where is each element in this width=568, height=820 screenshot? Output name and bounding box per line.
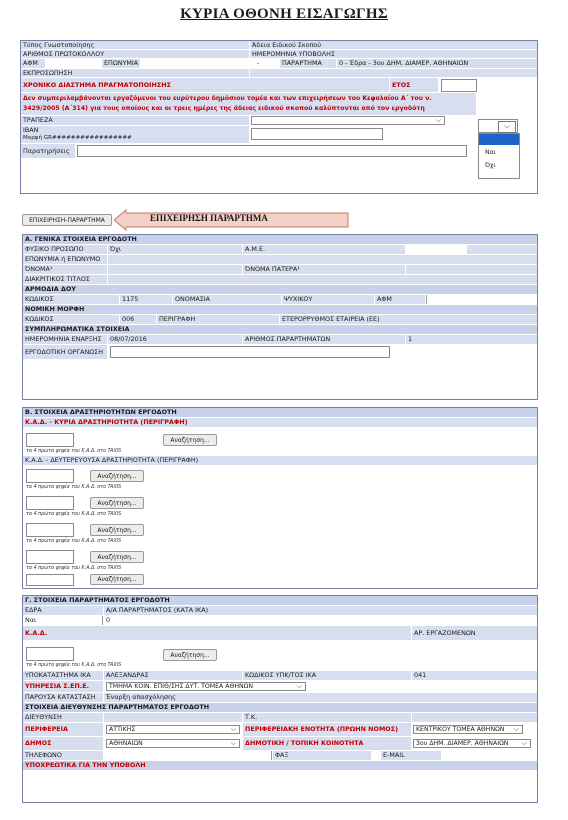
secondary-kad-input-5[interactable] [26, 574, 74, 586]
trade-name-label: ΔΙΑΚΡΙΤΙΚΟΣ ΤΙΤΛΟΣ [23, 275, 107, 284]
bank-select[interactable] [251, 116, 445, 125]
region-select-value: ΑΤΤΙΚΗΣ [109, 726, 136, 733]
year-input[interactable] [441, 79, 477, 92]
year-label: ΕΤΟΣ [390, 78, 438, 92]
eponymo-label: ΕΠΩΝΥΜΙΑ ή ΕΠΩΝΥΜΟ [23, 255, 107, 264]
regional-unit-select[interactable] [413, 725, 523, 734]
afm-value [46, 59, 101, 68]
iban-label: IBAN [23, 126, 39, 134]
secondary-kad-search-5[interactable]: Αναζήτηση... [90, 574, 144, 585]
branch-kad-search-button[interactable]: Αναζήτηση... [163, 649, 217, 661]
father-name-value [406, 265, 537, 274]
seat-label: ΕΔΡΑ [23, 606, 103, 615]
legal-form-code-value: 006 [120, 315, 156, 324]
secondary-kad-input-2[interactable] [26, 496, 74, 510]
fax-value [372, 751, 380, 760]
secondary-activity-label: Κ.Α.Δ. - ΔΕΥΤΕΡΕΥΟΥΣΑ ΔΡΑΣΤΗΡΙΟΤΗΤΑ (ΠΕΡΙΓΡΑΦΗ) [23, 456, 537, 465]
employees-count-label: ΑΡ. ΕΡΓΑΖΟΜΕΝΩΝ [412, 626, 537, 640]
region-select[interactable] [106, 725, 240, 734]
exclusion-dropdown-list [478, 133, 520, 179]
sepe-select-value: ΤΜΗΜΑ ΚΟΙΝ. ΕΠΙΘ/ΣΗΣ ΔΥΤ. ΤΟΜΕΑ ΑΘΗΝΩΝ [109, 683, 253, 690]
ame-spacer [467, 245, 537, 254]
branch-kad-label: Κ.Α.Δ. [23, 626, 411, 640]
page-title: ΚΥΡΙΑ ΟΘΟΝΗ ΕΙΣΑΓΩΓΗΣ [180, 6, 388, 22]
secondary-kad-search-4[interactable]: Αναζήτηση... [90, 551, 144, 563]
father-name-label: ΌΝΟΜΑ ΠΑΤΕΡΑ¹ [243, 265, 405, 274]
community-select-value: 3ου ΔΗΜ. ΔΙΑΜΕΡ. ΑΘΗΝΑΙΩΝ [416, 740, 509, 747]
chevron-down-icon: ⌵ [296, 682, 302, 690]
secondary-kad-hint-2: τα 4 πρώτα ψηφία του Κ.Α.Δ. στο TAXIS [26, 512, 122, 517]
chevron-down-icon: ⌵ [230, 725, 236, 733]
chevron-down-icon: ⌵ [435, 116, 441, 124]
dropdown-option-yes[interactable]: Ναι [485, 149, 496, 156]
secondary-kad-search-1[interactable]: Αναζήτηση... [90, 470, 144, 482]
chevron-down-icon: ⌵ [230, 739, 236, 747]
address-value [104, 713, 242, 722]
exclusion-select[interactable] [478, 119, 518, 133]
exclusion-question [21, 93, 476, 115]
seat-value: Ναι [23, 616, 103, 625]
mandatory-note: ΥΠΟΧΡΕΩΤΙΚΑ ΓΙΑ ΤΗΝ ΥΠΟΒΟΛΗ [23, 761, 537, 770]
submission-date-label: ΗΜΕΡΟΜΗΝΙΑ ΥΠΟΒΟΛΗΣ [250, 50, 537, 58]
natural-person-label: ΦΥΣΙΚΟ ΠΡΟΣΩΠΟ [23, 245, 107, 254]
phone-label: ΤΗΛΕΦΩΝΟ [23, 751, 103, 760]
chevron-down-icon: ⌵ [498, 121, 516, 133]
chevron-down-icon: ⌵ [513, 725, 519, 733]
section-b [22, 407, 538, 589]
tax-office-title: ΑΡΜΟΔΙΑ ΔΟΥ [23, 285, 537, 294]
tax-office-code-value: 1175 [120, 295, 172, 304]
community-label: ΔΗΜΟΤΙΚΗ / ΤΟΠΙΚΗ ΚΟΙΝΟΤΗΤΑ [243, 737, 411, 750]
section-a-title: Α. ΓΕΝΙΚΑ ΣΤΟΙΧΕΙΑ ΕΡΓΟΔΟΤΗ [23, 235, 537, 244]
chevron-down-icon: ⌵ [521, 739, 527, 747]
afm-label: ΑΦΜ [21, 59, 45, 68]
section-c [22, 595, 538, 803]
eponymia-value: - [141, 59, 279, 68]
protocol-number-label: ΑΡΙΘΜΟΣ ΠΡΩΤΟΚΟΛΛΟΥ [21, 50, 249, 58]
main-kad-search-button[interactable]: Αναζήτηση... [163, 434, 217, 446]
fax-label: ΦΑΞ [273, 751, 371, 760]
branch-aa-value: 0 [104, 616, 537, 625]
first-name-label: ΌΝΟΜΑ¹ [23, 265, 107, 274]
bank-label: ΤΡΑΠΕΖΑ [21, 116, 249, 125]
ika-branch-label: ΥΠΟΚΑΤΑΣΤΗΜΑ ΙΚΑ [23, 671, 103, 680]
section-a [22, 234, 538, 400]
section-b-title: Β. ΣΤΟΙΧΕΙΑ ΔΡΑΣΤΗΡΙΟΤΗΤΩΝ ΕΡΓΟΔΟΤΗ [23, 408, 537, 417]
dropdown-option-no[interactable]: Όχι [485, 162, 496, 169]
tax-office-afm-value [426, 295, 496, 304]
section-c-title: Γ. ΣΤΟΙΧΕΙΑ ΠΑΡΑΡΤΗΜΑΤΟΣ ΕΡΓΟΔΟΤΗ [23, 596, 537, 605]
municipality-select[interactable] [106, 739, 240, 748]
parartima-value: 0 - Έδρα - 3ου ΔΗΜ. ΔΙΑΜΕΡ. ΑΘΗΝΑΙΩΝ [337, 59, 537, 68]
branch-aa-label: Α/Α ΠΑΡΑΡΤΗΜΑΤΟΣ (ΚΑΤΑ ΙΚΑ) [104, 606, 537, 615]
ika-code-label: ΚΩΔΙΚΟΣ ΥΠΚ/ΤΟΣ ΙΚΑ [243, 671, 411, 680]
employer-org-label: ΕΡΓΟΔΟΤΙΚΗ ΟΡΓΑΝΩΣΗ [23, 345, 107, 359]
supplementary-title: ΣΥΜΠΛΗΡΩΜΑΤΙΚΑ ΣΤΟΙΧΕΙΑ [23, 325, 537, 334]
address-label: ΔΙΕΥΘΥΝΣΗ [23, 713, 103, 722]
remarks-label: Παρατηρήσεις [21, 144, 75, 158]
secondary-kad-input-4[interactable] [26, 550, 74, 564]
notification-type-label: Τύπος Γνωστοποίησης [21, 41, 249, 49]
secondary-kad-search-3[interactable]: Αναζήτηση... [90, 524, 144, 536]
exclusion-question-line2: 3429/2005 (Α΄314) για τους οποίους και οι τρεις ημέρες της άδειας ειδικού σκοπού καλύπτονται από τον εργοδότη [23, 105, 425, 112]
secondary-kad-search-2[interactable]: Αναζήτηση... [90, 497, 144, 509]
legal-form-code-label: ΚΩΔΙΚΟΣ [23, 315, 119, 324]
address-title: ΣΤΟΙΧΕΙΑ ΔΙΕΥΘΥΝΣΗΣ ΠΑΡΑΡΤΗΜΑΤΟΣ ΕΡΓΟΔΟΤΗ [23, 703, 537, 712]
sepe-select[interactable] [106, 682, 306, 691]
main-kad-hint: τα 4 πρώτα ψηφία του Κ.Α.Δ. στο TAXIS [26, 449, 122, 454]
dropdown-option-empty[interactable] [479, 134, 519, 145]
ika-branch-value: ΑΛΕΞΑΝΔΡΑΣ [104, 671, 242, 680]
iban-input[interactable] [251, 128, 383, 140]
branch-kad-hint: τα 4 πρώτα ψηφία του Κ.Α.Δ. στο TAXIS [26, 663, 122, 668]
parartima-label: ΠΑΡΑΡΤΗΜΑ [280, 59, 336, 68]
time-period-label: ΧΡΟΝΙΚΟ ΔΙΑΣΤΗΜΑ ΠΡΑΓΜΑΤΟΠΟΙΗΣΗΣ [21, 78, 389, 92]
representation-label: ΕΚΠΡΟΣΩΠΗΣΗ [21, 69, 249, 77]
branch-kad-input[interactable] [26, 647, 74, 661]
current-status-label: ΠΑΡΟΥΣΑ ΚΑΤΑΣΤΑΣΗ [23, 693, 103, 702]
main-kad-input[interactable] [26, 433, 74, 447]
current-status-value: Έναρξη απασχόλησης [104, 693, 537, 702]
main-activity-label: Κ.Α.Δ. - ΚΥΡΙΑ ΔΡΑΣΤΗΡΙΟΤΗΤΑ (ΠΕΡΙΓΡΑΦΗ) [23, 418, 537, 427]
iban-cell [21, 126, 249, 143]
trade-name-value [108, 275, 537, 284]
notification-header-block [20, 40, 538, 194]
ika-code-value: 041 [412, 671, 537, 680]
iban-format-hint: Μορφή GR################# [23, 135, 132, 141]
secondary-kad-hint-1: τα 4 πρώτα ψηφία του Κ.Α.Δ. στο TAXIS [26, 485, 122, 490]
secondary-kad-hint-3: τα 4 πρώτα ψηφία του Κ.Α.Δ. στο TAXIS [26, 539, 122, 544]
notification-type-value: Άδεια Ειδικού Σκοπού [250, 41, 537, 49]
legal-form-desc-label: ΠΕΡΙΓΡΑΦΗ [157, 315, 279, 324]
community-select[interactable] [413, 739, 531, 748]
tax-office-name-value: ΨΥΧΙΚΟΥ [282, 295, 374, 304]
secondary-kad-hint-4: τα 4 πρώτα ψηφία του Κ.Α.Δ. στο TAXIS [26, 566, 122, 571]
tax-office-name-label: ΟΝΟΜΑΣΙΑ [173, 295, 281, 304]
eponymia-label: ΕΠΩΝΥΜΙΑ [104, 59, 139, 67]
tab-epixeirisi-parartima[interactable]: ΕΠΙΧΕΙΡΗΣΗ-ΠΑΡΑΡΤΗΜΑ [22, 214, 112, 226]
ame-label: Α.Μ.Ε. [243, 245, 405, 254]
first-name-value [108, 265, 242, 274]
branches-count-value: 1 [406, 335, 537, 344]
municipality-select-value: ΑΘΗΝΑΙΩΝ [109, 740, 143, 747]
remarks-input[interactable] [77, 145, 467, 157]
email-value [442, 751, 537, 760]
phone-value [104, 751, 272, 760]
start-date-value: 08/07/2016 [108, 335, 242, 344]
sepe-label: ΥΠΗΡΕΣΙΑ Σ.ΕΠ.Ε. [23, 681, 103, 692]
regional-unit-select-value: ΚΕΝΤΡΙΚΟΥ ΤΟΜΕΑ ΑΘΗΝΩΝ [416, 726, 505, 733]
start-date-label: ΗΜΕΡΟΜΗΝΙΑ ΕΝΑΡΞΗΣ [23, 335, 107, 344]
ame-value [406, 245, 466, 254]
callout-label: ΕΠΙΧΕΙΡΗΣΗ ΠΑΡΑΡΤΗΜΑ [150, 213, 268, 223]
regional-unit-label: ΠΕΡΙΦΕΡΕΙΑΚΗ ΕΝΟΤΗΤΑ (ΠΡΩΗΝ ΝΟΜΟΣ) [243, 723, 411, 736]
natural-person-value: Όχι [108, 245, 242, 254]
branches-count-label: ΑΡΙΘΜΟΣ ΠΑΡΑΡΤΗΜΑΤΩΝ [243, 335, 405, 344]
tax-office-afm-label: ΑΦΜ [375, 295, 425, 304]
postal-code-label: Τ.Κ. [243, 713, 411, 722]
representation-value [250, 69, 537, 77]
secondary-kad-input-1[interactable] [26, 469, 74, 483]
eponymo-value [108, 255, 537, 264]
exclusion-question-line1: Δεν συμπεριλαμβάνονται εργαζόμενοι του ευρύτερου δημόσιου τομέα και των επιχειρήσεων του Κεφαλαίου Α΄ του ν. [23, 95, 432, 102]
municipality-label: ΔΗΜΟΣ [23, 737, 103, 750]
region-label: ΠΕΡΙΦΕΡΕΙΑ [23, 723, 103, 736]
postal-code-value [412, 713, 537, 722]
legal-form-title: ΝΟΜΙΚΗ ΜΟΡΦΗ [23, 305, 537, 314]
secondary-kad-input-3[interactable] [26, 523, 74, 537]
legal-form-desc-value: ΕΤΕΡΟΡΡΥΘΜΟΣ ΕΤΑΙΡΕΙΑ (ΕΕ) [280, 315, 537, 324]
employer-org-input[interactable] [110, 346, 390, 358]
email-label: E-MAIL [381, 751, 441, 760]
tax-office-code-label: ΚΩΔΙΚΟΣ [23, 295, 119, 304]
